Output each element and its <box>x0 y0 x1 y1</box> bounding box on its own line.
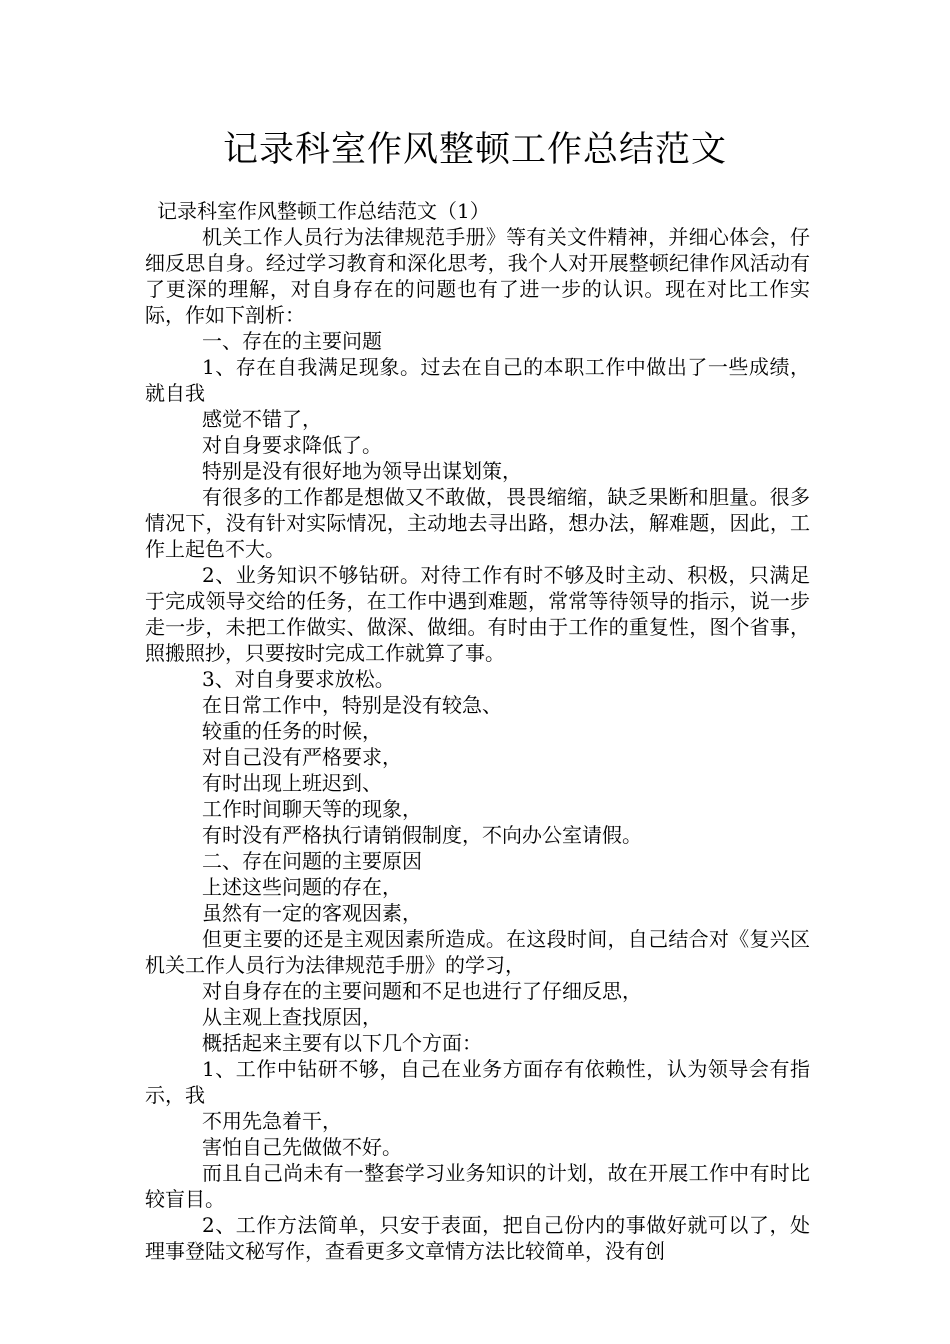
paragraph: 但更主要的还是主观因素所造成。在这段时间，自己结合对《复兴区机关工作人员行为法律规范手册》的学习， <box>145 927 810 977</box>
paragraph: 有很多的工作都是想做又不敢做，畏畏缩缩，缺乏果断和胆量。很多情况下，没有针对实际情况，主动地去寻出路，想办法，解难题，因此，工作上起色不大。 <box>145 485 810 561</box>
paragraph: 有时没有严格执行请销假制度，不向办公室请假。 <box>202 823 642 847</box>
paragraph: 对自身存在的主要问题和不足也进行了仔细反思， <box>202 979 642 1003</box>
paragraph: 2、工作方法简单，只安于表面，把自己份内的事做好就可以了，处理事登陆文秘写作，查看更多文章情方法比较简单，没有创 <box>145 1213 810 1263</box>
paragraph: 对自己没有严格要求， <box>202 745 402 769</box>
paragraph: 1、工作中钻研不够，自己在业务方面存有依赖性，认为领导会有指示，我 <box>145 1057 810 1107</box>
subsection-heading: 一、存在的主要问题 <box>202 329 382 353</box>
paragraph: 在日常工作中，特别是没有较急、 <box>202 693 502 717</box>
paragraph: 上述这些问题的存在， <box>202 875 402 899</box>
paragraph: 从主观上查找原因， <box>202 1005 382 1029</box>
paragraph: 2、业务知识不够钻研。对待工作有时不够及时主动、积极，只满足于完成领导交给的任务，在工作中遇到难题，常常等待领导的指示，说一步走一步，未把工作做实、做深、做细。有时由于工作的重复性，图个省事，照搬照抄，只要按时完成工作就算了事。 <box>145 563 810 665</box>
document-body <box>145 198 810 1264</box>
paragraph: 工作时间聊天等的现象， <box>202 797 422 821</box>
subsection-heading: 二、存在问题的主要原因 <box>202 849 422 873</box>
paragraph: 特别是没有很好地为领导出谋划策， <box>202 459 522 483</box>
paragraph: 有时出现上班迟到、 <box>202 771 382 795</box>
paragraph: 不用先急着干， <box>202 1109 342 1133</box>
paragraph: 较重的任务的时候， <box>202 719 382 743</box>
paragraph: 而且自己尚未有一整套学习业务知识的计划，故在开展工作中有时比较盲目。 <box>145 1161 810 1211</box>
paragraph: 概括起来主要有以下几个方面： <box>202 1031 482 1055</box>
paragraph: 机关工作人员行为法律规范手册》等有关文件精神，并细心体会，仔细反思自身。经过学习教育和深化思考，我个人对开展整顿纪律作风活动有了更深的理解，对自身存在的问题也有了进一步的认识。现在对比工作实际，作如下剖析： <box>145 225 810 327</box>
section-heading: 记录科室作风整顿工作总结范文（1） <box>157 199 490 223</box>
paragraph: 对自身要求降低了。 <box>202 433 382 457</box>
paragraph: 感觉不错了， <box>202 407 322 431</box>
paragraph: 3、对自身要求放松。 <box>202 667 395 691</box>
document-title: 记录科室作风整顿工作总结范文 <box>222 130 727 170</box>
paragraph: 虽然有一定的客观因素， <box>202 901 422 925</box>
paragraph: 害怕自己先做做不好。 <box>202 1135 402 1159</box>
paragraph: 1、存在自我满足现象。过去在自己的本职工作中做出了一些成绩，就自我 <box>145 355 810 405</box>
